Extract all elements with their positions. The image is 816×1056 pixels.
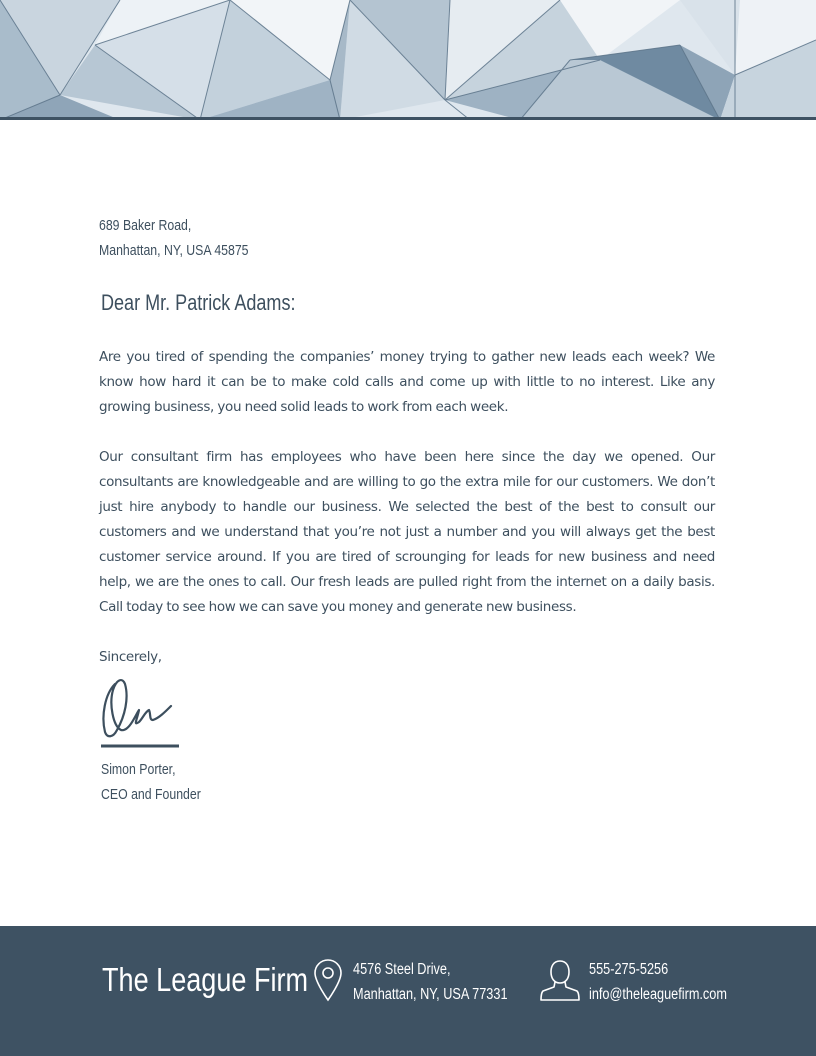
footer-phone[interactable]: 555-275-5256 — [589, 961, 669, 978]
signature-image — [99, 676, 181, 750]
closing: Sincerely, — [99, 649, 162, 665]
map-pin-icon — [313, 958, 343, 1002]
salutation: Dear Mr. Patrick Adams: — [101, 290, 296, 315]
recipient-city: Manhattan, NY, USA 45875 — [99, 242, 249, 259]
signer-name: Simon Porter, — [101, 761, 176, 778]
signer-block — [101, 757, 223, 807]
footer-email[interactable]: info@theleaguefirm.com — [589, 986, 727, 1003]
header-banner-image — [0, 0, 816, 120]
footer-address — [353, 957, 541, 1007]
footer-address-line2: Manhattan, NY, USA 77331 — [353, 986, 508, 1003]
footer-address-line1: 4576 Steel Drive, — [353, 961, 451, 978]
body-paragraph-2: Our consultant firm has employees who have been here since the day we opened. Our consultants are knowledgeable and are willing to go the extra mile for our customers. We don’t just hire anybody to handle our business. We selected the best of the best to consult our customers and we understand that you’re not just a number and you will always get the best customer service around. If you are tired of scrounging for leads for new business and need help, we are the ones to call. Our fresh leads are pulled right from the internet on a daily basis. Call today to see how we can save you money and generate new business. — [99, 449, 715, 615]
body-paragraph-1: Are you tired of spending the companies’ money trying to gather new leads each week? We know how hard it can be to make cold calls and come up with little to no interest. Like any growing business, you need solid leads to work from each week. — [99, 349, 715, 415]
signer-title: CEO and Founder — [101, 786, 201, 803]
footer-brand: The League Firm — [102, 961, 309, 998]
footer-contact — [589, 957, 757, 1007]
recipient-street: 689 Baker Road, — [99, 217, 192, 234]
person-icon — [539, 958, 581, 1002]
letter-body — [99, 345, 715, 645]
geometric-pattern — [0, 0, 816, 120]
recipient-address — [99, 213, 499, 263]
